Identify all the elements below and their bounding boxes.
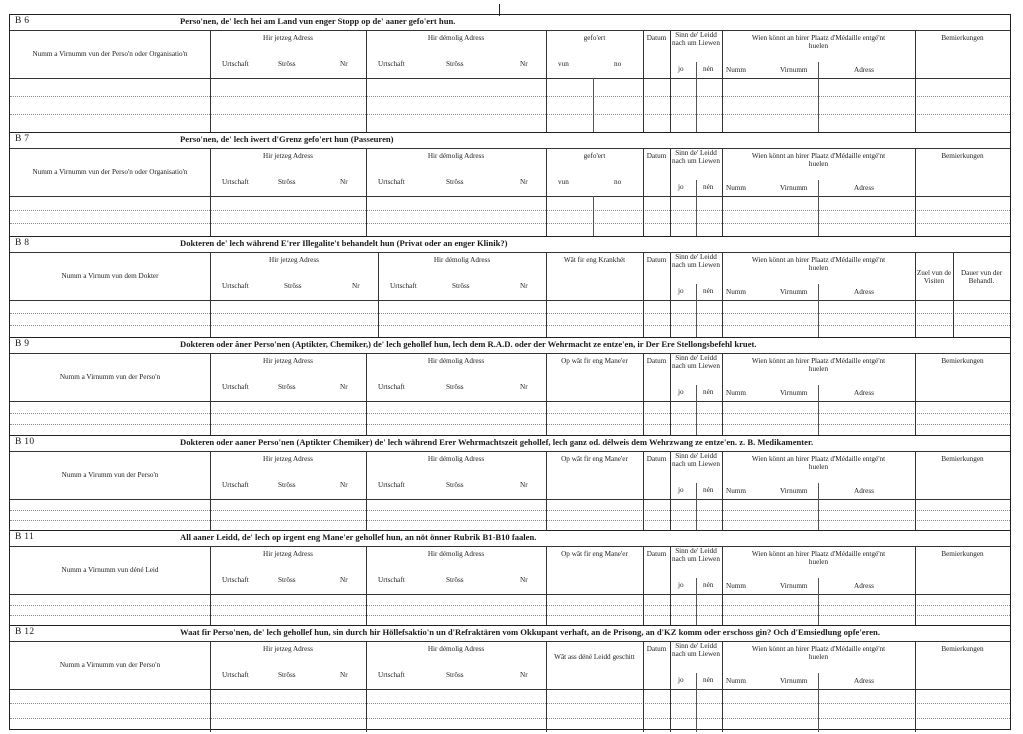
virnumm-adress-divider — [818, 78, 819, 132]
nr-label: Nr — [352, 282, 360, 290]
former-address-label: Hir démolig Adress — [427, 357, 485, 365]
column-header-row — [10, 353, 1010, 402]
section-code: B 6 — [15, 16, 30, 26]
column-divider — [915, 689, 916, 732]
section-code: B 11 — [15, 532, 35, 542]
column-header-row — [10, 30, 1010, 79]
jo-label: jo — [678, 486, 684, 494]
stross-label: Strôss — [446, 178, 464, 186]
virnumm-adress-divider — [818, 180, 819, 196]
bemierkungen-label: Bemierkungen — [941, 645, 984, 653]
column-divider — [210, 499, 211, 531]
numm-label: Numm — [726, 487, 746, 495]
middle-column-label: Wât ass déné Leidd geschitt — [554, 653, 635, 661]
rubric-b-form — [9, 14, 1011, 730]
entry-row-divider — [10, 210, 1010, 211]
urtschaft-label: Urtschaft — [222, 282, 249, 290]
jo-nen-divider — [696, 196, 697, 237]
nen-label: nén — [703, 581, 714, 589]
column-divider — [670, 196, 671, 237]
entry-row-divider — [10, 96, 1010, 97]
urtschaft-label: Urtschaft — [222, 383, 249, 391]
virnumm-label: Virnumm — [780, 184, 808, 192]
column-divider — [366, 78, 367, 132]
section-b6 — [10, 15, 1010, 132]
vun-label: vun — [558, 178, 569, 186]
sinn-leidd-label: Sinn de' Leidd nach um Liewen — [672, 547, 720, 563]
jo-label: jo — [678, 65, 684, 73]
gefoert-label: gefo'ert — [583, 34, 606, 42]
section-header — [10, 436, 1010, 452]
jo-nen-divider — [696, 180, 697, 196]
virnumm-adress-divider — [818, 483, 819, 499]
column-divider — [722, 30, 723, 78]
column-divider — [546, 401, 547, 436]
section-b10 — [10, 435, 1010, 530]
column-divider — [546, 353, 547, 401]
numm-label: Numm — [726, 288, 746, 296]
section-title: Waat fir Perso'nen, de' lech gehollef hun, sin durch hir Höllefsaktio'n un d'Refraktären vom Okkupant verhaft, an de Prisong, an d'KZ komm oder erschoss gin? Och d'Emsiedlung opfe'eren. — [180, 627, 880, 637]
virnumm-label: Virnumm — [780, 288, 808, 296]
column-divider — [210, 300, 211, 338]
column-divider — [953, 252, 954, 300]
column-divider — [366, 499, 367, 531]
jo-label: jo — [678, 183, 684, 191]
column-divider — [670, 353, 671, 401]
nr-label: Nr — [520, 576, 528, 584]
stross-label: Strôss — [446, 383, 464, 391]
nr-label: Nr — [520, 481, 528, 489]
column-divider — [722, 689, 723, 732]
section-code: B 8 — [15, 238, 30, 248]
urtschaft-label: Urtschaft — [378, 671, 405, 679]
column-divider — [722, 641, 723, 689]
current-address-label: Hir jetzeg Adress — [263, 455, 313, 463]
name-column-label: Numm a Virnumm vun déné Leid — [61, 566, 159, 574]
entry-row-divider — [10, 520, 1010, 521]
column-divider — [670, 594, 671, 626]
virnumm-adress-divider — [818, 196, 819, 237]
former-address-label: Hir démolig Adress — [427, 152, 485, 160]
jo-nen-divider — [696, 483, 697, 499]
nr-label: Nr — [340, 576, 348, 584]
nen-label: nén — [703, 486, 714, 494]
column-header-row — [10, 148, 1010, 197]
sinn-leidd-label: Sinn de' Leidd nach um Liewen — [672, 452, 720, 468]
nr-label: Nr — [520, 383, 528, 391]
column-divider — [210, 196, 211, 237]
column-divider — [953, 300, 954, 338]
wien-label: Wien könnt an hirer Plaatz d'Médaille entgé'nt huelen — [751, 34, 886, 50]
current-address-label: Hir jetzeg Adress — [269, 256, 319, 264]
nr-label: Nr — [340, 481, 348, 489]
column-divider — [546, 196, 547, 237]
stross-label: Strôss — [278, 481, 296, 489]
jo-nen-divider — [696, 689, 697, 732]
jo-nen-divider — [696, 78, 697, 132]
dauer-behandlung-label: Dauer vun der Behandl. — [960, 269, 1003, 285]
stross-label: Strôss — [278, 383, 296, 391]
entry-row-divider — [10, 313, 1010, 314]
virnumm-adress-divider — [818, 594, 819, 626]
section-code: B 12 — [15, 627, 35, 637]
wien-label: Wien könnt an hirer Plaatz d'Médaille entgé'nt huelen — [751, 256, 886, 272]
wien-label: Wien könnt an hirer Plaatz d'Médaille entgé'nt huelen — [751, 645, 886, 661]
column-divider — [915, 499, 916, 531]
name-column-label: Numm a Virumm vun der Perso'n — [61, 471, 159, 479]
adress-label: Adress — [854, 487, 874, 495]
column-divider — [366, 594, 367, 626]
nr-label: Nr — [340, 60, 348, 68]
nr-label: Nr — [340, 671, 348, 679]
middle-column-label: Wât fir eng Krankhét — [563, 256, 626, 264]
bemierkungen-label: Bemierkungen — [941, 455, 984, 463]
column-divider — [643, 401, 644, 436]
former-address-label: Hir démolig Adress — [427, 645, 485, 653]
urtschaft-label: Urtschaft — [378, 576, 405, 584]
column-divider — [722, 499, 723, 531]
column-divider — [670, 451, 671, 499]
datum-label: Datum — [646, 455, 667, 463]
section-title: All aaner Leidd, de' lech op irgent eng Mane'er gehollef hun, an nöt önner Rubrik B1-B10 faalen. — [180, 532, 537, 542]
column-divider — [546, 300, 547, 338]
jo-label: jo — [678, 388, 684, 396]
datum-label: Datum — [646, 34, 667, 42]
entry-row-divider — [10, 605, 1010, 606]
sinn-leidd-label: Sinn de' Leidd nach um Liewen — [672, 642, 720, 658]
datum-label: Datum — [646, 152, 667, 160]
virnumm-label: Virnumm — [780, 677, 808, 685]
jo-nen-divider — [696, 284, 697, 300]
jo-nen-divider — [696, 300, 697, 338]
column-divider — [722, 401, 723, 436]
section-b8 — [10, 236, 1010, 337]
jo-nen-divider — [696, 499, 697, 531]
section-code: B 10 — [15, 437, 35, 447]
column-divider — [643, 78, 644, 132]
stross-label: Strôss — [278, 60, 296, 68]
column-divider — [722, 196, 723, 237]
former-address-label: Hir démolig Adress — [427, 34, 485, 42]
name-column-label: Numm a Virnumm vun der Perso'n oder Organisatio'n — [32, 168, 188, 176]
virnumm-adress-divider — [818, 578, 819, 594]
column-divider — [670, 499, 671, 531]
virnumm-label: Virnumm — [780, 582, 808, 590]
section-title: Dokteren oder âner Perso'nen (Aptikter, Chemiker,) de' lech gehollef hun, lech dem R.A.D. oder der Wehrmacht ze entze'en, ir Der Ere Stellongsbefehl kruet. — [180, 339, 757, 349]
stross-label: Strôss — [278, 576, 296, 584]
bemierkungen-label: Bemierkungen — [941, 357, 984, 365]
jo-nen-divider — [696, 594, 697, 626]
column-divider — [722, 594, 723, 626]
virnumm-adress-divider — [818, 673, 819, 689]
datum-label: Datum — [646, 645, 667, 653]
column-divider — [722, 546, 723, 594]
urtschaft-label: Urtschaft — [390, 282, 417, 290]
column-divider — [643, 300, 644, 338]
gefoert-subdivider — [593, 196, 594, 237]
entry-row-divider — [10, 424, 1010, 425]
stross-label: Strôss — [278, 178, 296, 186]
adress-label: Adress — [854, 288, 874, 296]
adress-label: Adress — [854, 66, 874, 74]
virnumm-adress-divider — [818, 401, 819, 436]
wien-label: Wien könnt an hirer Plaatz d'Médaille entgé'nt huelen — [751, 357, 886, 373]
bemierkungen-label: Bemierkungen — [941, 550, 984, 558]
stross-label: Strôss — [446, 481, 464, 489]
column-divider — [546, 689, 547, 732]
nen-label: nén — [703, 65, 714, 73]
column-header-row — [10, 546, 1010, 595]
section-b12 — [10, 625, 1010, 731]
gefoert-label: gefo'ert — [583, 152, 606, 160]
datum-label: Datum — [646, 256, 667, 264]
nr-label: Nr — [520, 60, 528, 68]
column-divider — [643, 689, 644, 732]
column-divider — [670, 148, 671, 196]
entry-rows[interactable] — [10, 499, 1010, 531]
section-header — [10, 338, 1010, 354]
section-title: Perso'nen, de' lech hei am Land vun enger Stopp op de' aaner gefo'ert hun. — [180, 16, 456, 26]
column-divider — [722, 148, 723, 196]
column-divider — [670, 252, 671, 300]
jo-nen-divider — [696, 62, 697, 78]
urtschaft-label: Urtschaft — [222, 671, 249, 679]
middle-column-label: Op wât fir eng Mane'er — [561, 357, 628, 365]
column-divider — [670, 641, 671, 689]
current-address-label: Hir jetzeg Adress — [263, 34, 313, 42]
zuel-visiten-label: Zuel vun de Visiten — [916, 269, 952, 285]
section-b7 — [10, 132, 1010, 236]
column-divider — [722, 300, 723, 338]
vun-label: vun — [558, 60, 569, 68]
virnumm-adress-divider — [818, 284, 819, 300]
sinn-leidd-label: Sinn de' Leidd nach um Liewen — [672, 354, 720, 370]
adress-label: Adress — [854, 184, 874, 192]
column-divider — [915, 196, 916, 237]
former-address-label: Hir démolig Adress — [433, 256, 491, 264]
column-header-row — [10, 252, 1010, 301]
virnumm-adress-divider — [818, 689, 819, 732]
no-label: no — [614, 60, 622, 68]
entry-rows[interactable] — [10, 196, 1010, 237]
column-divider — [643, 196, 644, 237]
jo-nen-divider — [696, 578, 697, 594]
wien-label: Wien könnt an hirer Plaatz d'Médaille entgé'nt huelen — [751, 455, 886, 471]
wien-label: Wien könnt an hirer Plaatz d'Médaille entgé'nt huelen — [751, 550, 886, 566]
column-divider — [546, 499, 547, 531]
section-header — [10, 133, 1010, 149]
entry-rows[interactable] — [10, 689, 1010, 732]
jo-nen-divider — [696, 385, 697, 401]
column-divider — [670, 300, 671, 338]
column-divider — [670, 546, 671, 594]
adress-label: Adress — [854, 582, 874, 590]
column-divider — [366, 401, 367, 436]
section-title: Dokteren de' lech während E'rer Illegalite't behandelt hun (Privat oder an enger Klinik?) — [180, 238, 508, 248]
current-address-label: Hir jetzeg Adress — [263, 550, 313, 558]
urtschaft-label: Urtschaft — [222, 178, 249, 186]
column-divider — [210, 689, 211, 732]
column-divider — [915, 594, 916, 626]
entry-row-divider — [10, 703, 1010, 704]
urtschaft-label: Urtschaft — [378, 60, 405, 68]
former-address-label: Hir démolig Adress — [427, 455, 485, 463]
wien-label: Wien könnt an hirer Plaatz d'Médaille entgé'nt huelen — [751, 152, 886, 168]
column-divider — [670, 689, 671, 732]
middle-column-label: Op wât fir eng Mane'er — [561, 550, 628, 558]
column-divider — [722, 78, 723, 132]
jo-label: jo — [678, 287, 684, 295]
former-address-label: Hir démolig Adress — [427, 550, 485, 558]
numm-label: Numm — [726, 677, 746, 685]
stross-label: Strôss — [446, 60, 464, 68]
column-divider — [643, 594, 644, 626]
section-title: Dokteren oder aaner Perso'nen (Aptikter Chemiker) de' lech während Erer Wehrmachtszeit gehollef, lech ganz od. délweis dem Wehrzwang ze entze'en. z. B. Medikamenter. — [180, 437, 814, 447]
column-header-row — [10, 641, 1010, 690]
column-divider — [546, 78, 547, 132]
entry-rows[interactable] — [10, 78, 1010, 132]
column-divider — [546, 252, 547, 300]
numm-label: Numm — [726, 184, 746, 192]
column-header-row — [10, 451, 1010, 500]
entry-row-divider — [10, 615, 1010, 616]
virnumm-label: Virnumm — [780, 487, 808, 495]
section-header — [10, 531, 1010, 547]
section-header — [10, 15, 1010, 31]
column-divider — [670, 30, 671, 78]
entry-rows[interactable] — [10, 594, 1010, 626]
entry-row-divider — [10, 114, 1010, 115]
column-divider — [366, 689, 367, 732]
column-divider — [670, 401, 671, 436]
jo-nen-divider — [696, 673, 697, 689]
section-b9 — [10, 337, 1010, 435]
datum-label: Datum — [646, 550, 667, 558]
entry-row-divider — [10, 223, 1010, 224]
name-column-label: Numm a Virnumm vun der Perso'n oder Organisatio'n — [32, 50, 188, 58]
stross-label: Strôss — [446, 671, 464, 679]
datum-label: Datum — [646, 357, 667, 365]
name-column-label: Numm a Virnumm vun der Perso'n — [59, 373, 161, 381]
middle-column-label: Op wât fir eng Mane'er — [561, 455, 628, 463]
entry-row-divider — [10, 325, 1010, 326]
nr-label: Nr — [340, 383, 348, 391]
column-divider — [546, 451, 547, 499]
numm-label: Numm — [726, 66, 746, 74]
column-divider — [546, 546, 547, 594]
virnumm-adress-divider — [818, 499, 819, 531]
stross-label: Strôss — [278, 671, 296, 679]
entry-rows[interactable] — [10, 300, 1010, 338]
jo-nen-divider — [696, 401, 697, 436]
column-divider — [366, 196, 367, 237]
column-divider — [915, 300, 916, 338]
current-address-label: Hir jetzeg Adress — [263, 152, 313, 160]
nr-label: Nr — [340, 178, 348, 186]
stross-label: Strôss — [284, 282, 302, 290]
nr-label: Nr — [520, 178, 528, 186]
virnumm-adress-divider — [818, 300, 819, 338]
virnumm-adress-divider — [818, 385, 819, 401]
no-label: no — [614, 178, 622, 186]
urtschaft-label: Urtschaft — [222, 60, 249, 68]
nen-label: nén — [703, 676, 714, 684]
nen-label: nén — [703, 388, 714, 396]
current-address-label: Hir jetzeg Adress — [263, 357, 313, 365]
virnumm-label: Virnumm — [780, 389, 808, 397]
virnumm-adress-divider — [818, 62, 819, 78]
urtschaft-label: Urtschaft — [378, 481, 405, 489]
section-code: B 9 — [15, 339, 30, 349]
nr-label: Nr — [520, 282, 528, 290]
section-header — [10, 626, 1010, 642]
column-divider — [378, 300, 379, 338]
entry-row-divider — [10, 510, 1010, 511]
section-code: B 7 — [15, 134, 30, 144]
nen-label: nén — [703, 287, 714, 295]
bemierkungen-label: Bemierkungen — [941, 34, 984, 42]
virnumm-label: Virnumm — [780, 66, 808, 74]
column-divider — [722, 252, 723, 300]
column-divider — [210, 401, 211, 436]
entry-row-divider — [10, 413, 1010, 414]
bemierkungen-label: Bemierkungen — [941, 152, 984, 160]
entry-row-divider — [10, 718, 1010, 719]
numm-label: Numm — [726, 582, 746, 590]
nen-label: nén — [703, 183, 714, 191]
gefoert-subdivider — [593, 78, 594, 132]
sinn-leidd-label: Sinn de' Leidd nach um Liewen — [672, 31, 720, 47]
sinn-leidd-label: Sinn de' Leidd nach um Liewen — [672, 149, 720, 165]
stross-label: Strôss — [446, 576, 464, 584]
column-divider — [915, 401, 916, 436]
column-divider — [670, 78, 671, 132]
adress-label: Adress — [854, 677, 874, 685]
column-divider — [210, 594, 211, 626]
urtschaft-label: Urtschaft — [378, 178, 405, 186]
urtschaft-label: Urtschaft — [222, 481, 249, 489]
column-divider — [546, 594, 547, 626]
current-address-label: Hir jetzeg Adress — [263, 645, 313, 653]
entry-rows[interactable] — [10, 401, 1010, 436]
name-column-label: Numm a Virnumm vun der Perso'n — [59, 661, 161, 669]
column-divider — [722, 451, 723, 499]
column-divider — [915, 78, 916, 132]
section-header — [10, 237, 1010, 253]
column-divider — [210, 78, 211, 132]
nr-label: Nr — [520, 671, 528, 679]
section-title: Perso'nen, de' lech iwert d'Grenz gefo'ert hun (Passeuren) — [180, 134, 394, 144]
column-divider — [722, 353, 723, 401]
sinn-leidd-label: Sinn de' Leidd nach um Liewen — [672, 253, 720, 269]
jo-label: jo — [678, 676, 684, 684]
name-column-label: Numm a Virnum vun dem Dokter — [61, 272, 159, 280]
column-divider — [643, 499, 644, 531]
urtschaft-label: Urtschaft — [222, 576, 249, 584]
column-divider — [546, 641, 547, 689]
adress-label: Adress — [854, 389, 874, 397]
stross-label: Strôss — [452, 282, 470, 290]
jo-label: jo — [678, 581, 684, 589]
urtschaft-label: Urtschaft — [378, 383, 405, 391]
section-b11 — [10, 530, 1010, 625]
numm-label: Numm — [726, 389, 746, 397]
